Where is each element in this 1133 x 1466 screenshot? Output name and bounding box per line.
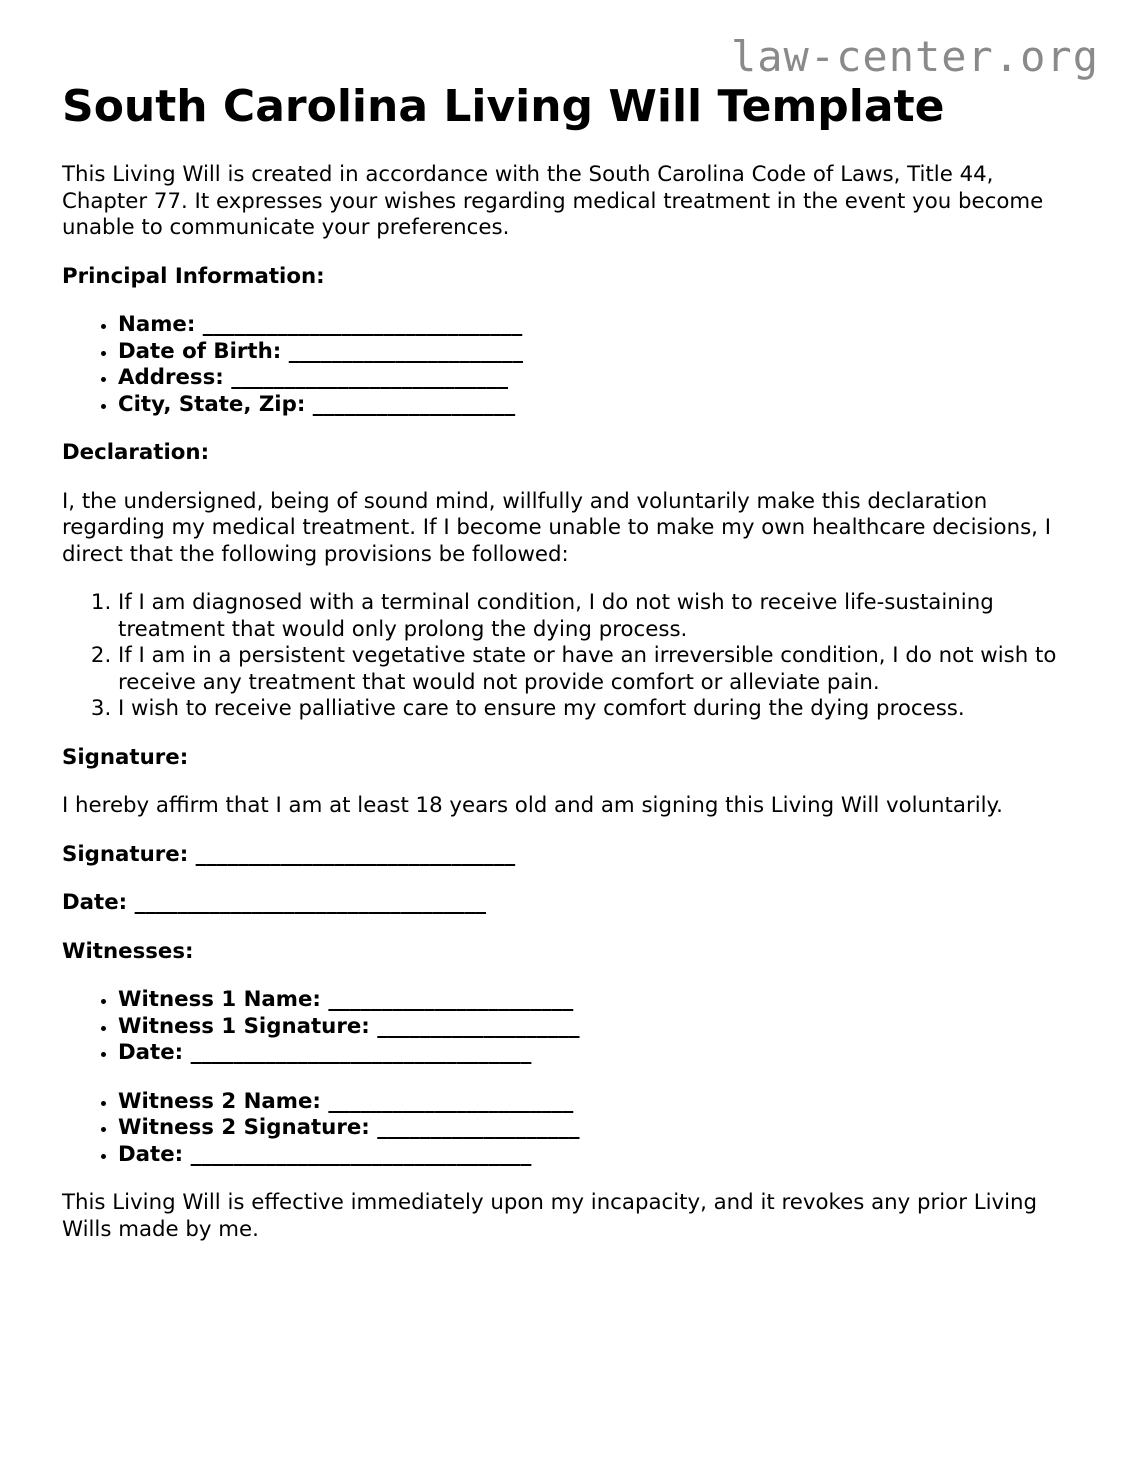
intro-paragraph: This Living Will is created in accordance with the South Carolina Code of Laws, Title 44, Chapter 77. It expresses your wishes regarding medical treatment in the event you become unable to communicate your preferences. (62, 162, 1044, 240)
provision-item: 3. I wish to receive palliative care to ensure my comfort during the dying process. (118, 696, 1082, 723)
provision-item: 2. If I am in a persistent vegetative state or have an irreversible condition, I do not wish to receive any treatment that would not provide comfort or alleviate pain. (118, 643, 1082, 696)
date-of-birth-field: • Date of Birth: ______________________ (118, 339, 1082, 366)
signature-heading: Signature: (62, 744, 189, 770)
witness-2-list (62, 1089, 1082, 1169)
document-body (62, 82, 1082, 1265)
witnesses-heading: Witnesses: (62, 938, 194, 964)
city-state-zip-field: • City, State, Zip: ___________________ (118, 392, 1082, 419)
witness-2-date-field: • Date: ________________________________ (118, 1142, 1082, 1169)
name-field: • Name: ______________________________ (118, 312, 1082, 339)
witness-1-list (62, 987, 1082, 1067)
signature-line: Signature: ______________________________ (62, 841, 516, 867)
declaration-heading: Declaration: (62, 440, 210, 465)
page-title: South Carolina Living Will Template (62, 81, 945, 132)
date-line: Date: _________________________________ (62, 890, 487, 915)
witness-2-name-field: • Witness 2 Name: _______________________ (118, 1089, 1082, 1116)
address-field: • Address: __________________________ (118, 365, 1082, 392)
watermark: law-center.org (730, 32, 1099, 81)
witness-1-signature-field: • Witness 1 Signature: ___________________ (118, 1014, 1082, 1041)
witness-2-signature-field: • Witness 2 Signature: ___________________ (118, 1115, 1082, 1142)
provision-item: 1. If I am diagnosed with a terminal condition, I do not wish to receive life-sustaining treatment that would only prolong the dying process. (118, 590, 1082, 643)
principal-fields-list (62, 312, 1082, 418)
closing-paragraph: This Living Will is effective immediately upon my incapacity, and it revokes any prior Living Wills made by me. (62, 1190, 1038, 1242)
witness-1-name-field: • Witness 1 Name: _______________________ (118, 987, 1082, 1014)
principal-heading: Principal Information: (62, 263, 325, 289)
witness-1-date-field: • Date: ________________________________ (118, 1040, 1082, 1067)
affirm-paragraph: I hereby affirm that I am at least 18 years old and am signing this Living Will voluntarily. (62, 793, 1003, 818)
provisions-list (62, 590, 1082, 723)
declaration-paragraph: I, the undersigned, being of sound mind, willfully and voluntarily make this declaration regarding my medical treatment. If I become unable to make my own healthcare decisions, I direct that the following provisions be followed: (62, 488, 1051, 567)
